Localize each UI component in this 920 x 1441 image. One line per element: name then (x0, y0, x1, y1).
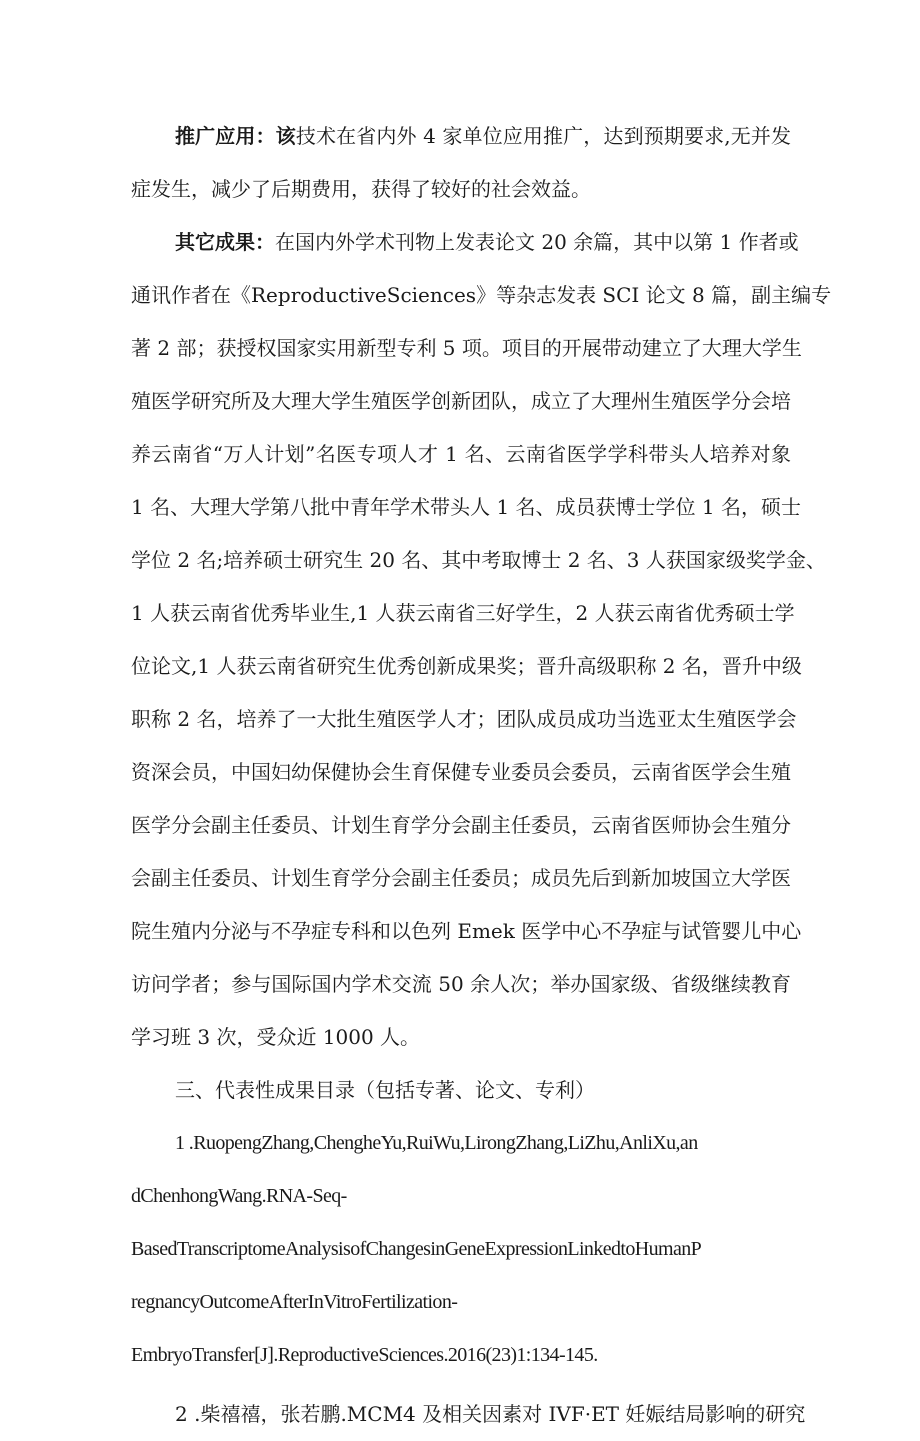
other-results-label: 其它成果： (175, 230, 275, 254)
text-line: 学位 2 名;培养硕士研究生 20 名、其中考取博士 2 名、3 人获国家级奖学金、 (131, 548, 826, 572)
reference-line: regnancyOutcomeAfterInVitroFertilization- (131, 1291, 458, 1313)
text-line: 职称 2 名，培养了一大批生殖医学人才；团队成员成功当选亚太生殖医学会 (131, 707, 797, 731)
reference-line: EmbryoTransfer[J].ReproductiveSciences.2016(23)1:134-145. (131, 1344, 598, 1366)
reference-item (131, 1117, 791, 1382)
text-line: 其它成果：在国内外学术刊物上发表论文 20 余篇，其中以第 1 作者或 (175, 230, 799, 254)
text-line: 访问学者；参与国际国内学术交流 50 余人次；举办国家级、省级继续教育 (131, 972, 791, 996)
text-line: 会副主任委员、计划生育学分会副主任委员；成员先后到新加坡国立大学医 (131, 866, 791, 890)
text-line: 1 名、大理大学第八批中青年学术带头人 1 名、成员获博士学位 1 名，硕士 (131, 495, 801, 519)
text-line: 著 2 部；获授权国家实用新型专利 5 项。项目的开展带动建立了大理大学生 (131, 336, 802, 360)
reference-item (131, 1388, 806, 1441)
reference-line: 2 .柴禧禧，张若鹏.MCM4 及相关因素对 IVF·ET 妊娠结局影响的研究 (175, 1402, 806, 1426)
other-results-paragraph (131, 216, 832, 1064)
section-heading: 三、代表性成果目录（包括专著、论文、专利） (175, 1078, 595, 1102)
reference-line: BasedTranscriptomeAnalysisofChangesinGeneExpressionLinkedtoHumanP (131, 1238, 702, 1260)
text-line: 症发生，减少了后期费用，获得了较好的社会效益。 (131, 177, 591, 201)
reference-line: 1 .RuopengZhang,ChengheYu,RuiWu,LirongZhang,LiZhu,AnliXu,an (175, 1132, 698, 1154)
reference-line: dChenhongWang.RNA-Seq- (131, 1185, 347, 1207)
text-line: 养云南省“万人计划”名医专项人才 1 名、云南省医学学科带头人培养对象 (131, 442, 791, 466)
promotion-paragraph (131, 110, 791, 216)
text-line: 1 人获云南省优秀毕业生,1 人获云南省三好学生，2 人获云南省优秀硕士学 (131, 601, 795, 625)
text-line: 学习班 3 次，受众近 1000 人。 (131, 1025, 421, 1049)
promotion-label: 推广应用：该 (175, 124, 296, 148)
text-line: 推广应用：该技术在省内外 4 家单位应用推广，达到预期要求,无并发 (175, 124, 792, 148)
text-line: 殖医学研究所及大理大学生殖医学创新团队，成立了大理州生殖医学分会培 (131, 389, 791, 413)
text-line: 通讯作者在《ReproductiveSciences》等杂志发表 SCI 论文 8 篇，副主编专 (131, 283, 832, 307)
text-line: 院生殖内分泌与不孕症专科和以色列 Emek 医学中心不孕症与试管婴儿中心 (131, 919, 802, 943)
text-line: 资深会员，中国妇幼保健协会生育保健专业委员会委员，云南省医学会生殖 (131, 760, 791, 784)
document-page (131, 110, 832, 1441)
text-line: 医学分会副主任委员、计划生育学分会副主任委员，云南省医师协会生殖分 (131, 813, 791, 837)
text-line: 位论文,1 人获云南省研究生优秀创新成果奖；晋升高级职称 2 名，晋升中级 (131, 654, 802, 678)
